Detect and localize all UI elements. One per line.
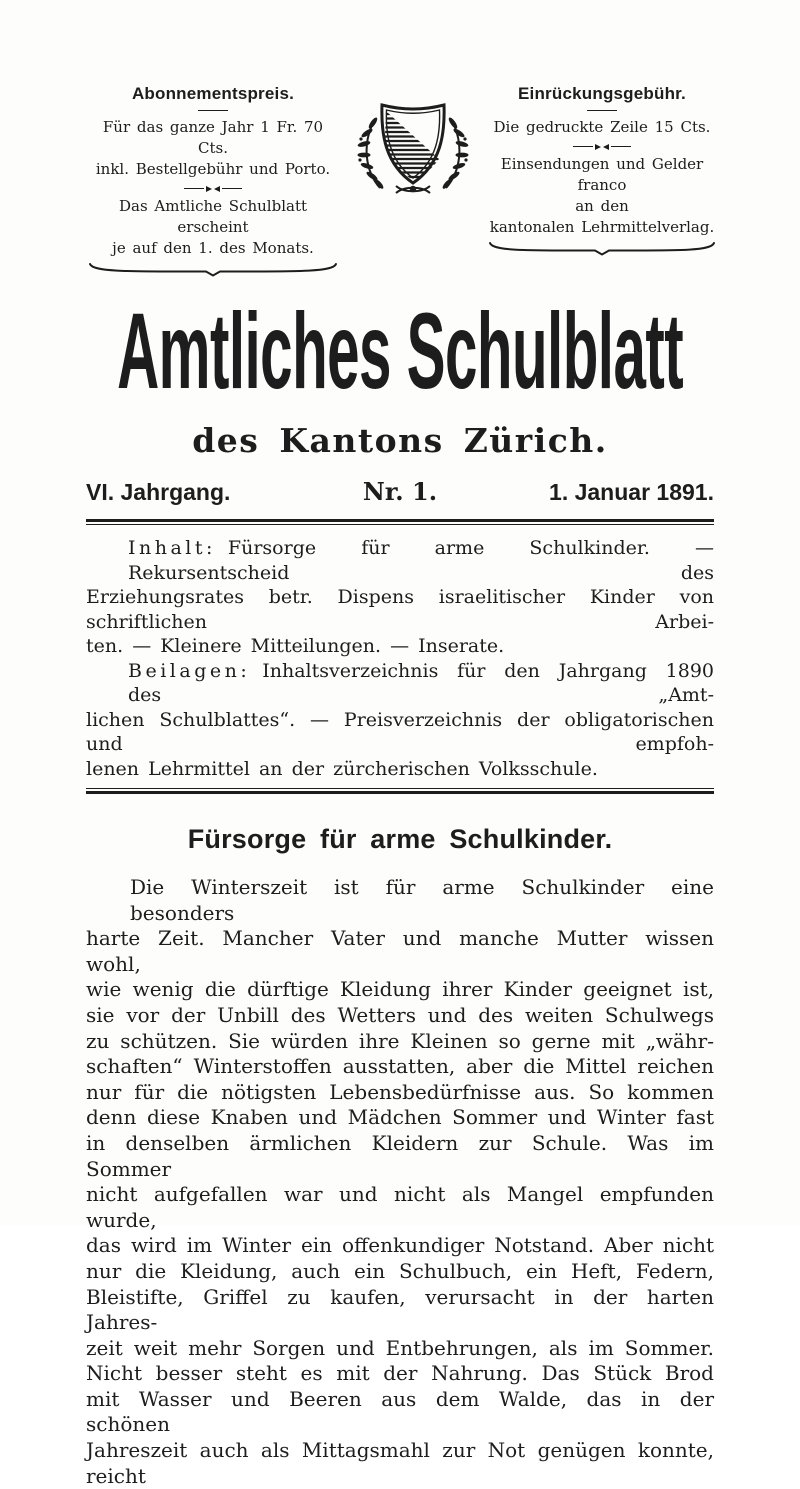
article-line: zeit weit mehr Sorgen und Entbehrungen, als im Sommer. xyxy=(86,1335,714,1360)
masthead xyxy=(0,0,800,281)
double-rule-bottom xyxy=(86,788,714,794)
insertion-fee-heading: Einrückungsgebühr. xyxy=(518,84,686,103)
zurich-coat-of-arms-emblem-icon xyxy=(352,84,474,206)
double-rule-top xyxy=(86,519,714,525)
underbrace-ornament-icon xyxy=(486,241,718,260)
insertion-fee-line: Die gedruckte Zeile 15 Cts. xyxy=(493,118,711,136)
subscription-price-line: Für das ganze Jahr 1 Fr. 70 Cts. xyxy=(102,118,324,157)
subscription-price-line: inkl. Bestellgebühr und Porto. xyxy=(95,160,331,178)
supplements-line: lenen Lehrmittel an der zürcherischen Volksschule. xyxy=(86,757,598,780)
article-line: nur für die nötigsten Lebensbedürfnisse aus. So kommen xyxy=(86,1079,714,1104)
contents-line xyxy=(86,536,714,585)
article-line: denn diese Knaben und Mädchen Sommer und Winter fast xyxy=(86,1105,714,1130)
supplements-line: lichen Schulblattes“. — Preisverzeichnis der obligatorischen und empfoh- xyxy=(86,708,714,755)
article-line: in denselben ärmlichen Kleidern zur Schule. Was im Sommer xyxy=(86,1130,714,1181)
article-line: zu schützen. Sie würden ihre Kleinen so gerne mit „währ- xyxy=(86,1028,714,1053)
page-title: Amtliches Schulblatt xyxy=(116,290,684,411)
article-line: schaften“ Winterstoffen ausstatten, aber die Mittel reichen xyxy=(86,1054,714,1079)
contents-line: ten. — Kleinere Mitteilungen. — Inserate. xyxy=(86,635,505,657)
article-line: mit Wasser und Beeren aus dem Walde, das in der schönen xyxy=(86,1386,714,1437)
contents-line: Erziehungsrates betr. Dispens israelitischer Kinder von schriftlichen Arbei- xyxy=(86,586,714,633)
supplements-label: Beilagen: xyxy=(128,659,251,682)
issue-date: 1. Januar 1891. xyxy=(549,479,714,505)
article-line: Die Winterszeit ist für arme Schulkinder eine besonders xyxy=(130,875,714,925)
article-line: sie vor der Unbill des Wetters und des weiten Schulwegs xyxy=(86,1002,714,1027)
submissions-line: an den xyxy=(575,197,629,215)
supplements-text: Inhaltsverzeichnis für den Jahrgang 1890 des „Amt- xyxy=(128,659,714,706)
small-divider-rule xyxy=(587,110,617,111)
subscription-price-block xyxy=(86,84,340,281)
page-subtitle: des Kantons Zürich. xyxy=(192,421,608,460)
inward-arrows-ornament-icon xyxy=(486,142,718,151)
contents-text: Fürsorge für arme Schulkinder. — Rekursentscheid des xyxy=(128,537,714,584)
article-heading: Fürsorge für arme Schulkinder. xyxy=(187,824,613,854)
article-line: harte Zeit. Mancher Vater und manche Mutter wissen wohl, xyxy=(86,926,714,976)
article-line: wie wenig die dürftige Kleidung ihrer Kinder geeignet ist, xyxy=(86,977,714,1002)
volume-label: VI. Jahrgang. xyxy=(86,479,231,505)
subscription-price-heading: Abonnementspreis. xyxy=(131,84,295,103)
inward-arrows-ornament-icon xyxy=(86,184,340,193)
masthead-title-wrap xyxy=(0,290,800,411)
article-line: das wird im Winter ein offenkundiger Notstand. Aber nicht xyxy=(86,1233,714,1258)
contents-label: Inhalt: xyxy=(128,537,216,559)
article-line: nicht aufgefallen war und nicht als Mangel empfunden wurde, xyxy=(86,1182,714,1232)
small-divider-rule xyxy=(198,110,228,111)
issue-number: Nr. 1. xyxy=(362,477,438,506)
submissions-line: kantonalen Lehrmittelverlag. xyxy=(489,218,715,236)
publication-schedule-line: je auf den 1. des Monats. xyxy=(112,239,314,257)
article-line: Jahreszeit auch als Mittagsmahl zur Not genügen konnte, reicht xyxy=(86,1438,714,1488)
article-line: Nicht besser steht es mit der Nahrung. Das Stück Brod xyxy=(86,1361,714,1386)
insertion-fee-block xyxy=(486,84,718,260)
submissions-line: Einsendungen und Gelder franco xyxy=(500,155,704,194)
supplements-line xyxy=(86,659,714,708)
contents-block xyxy=(86,536,714,781)
article-line: nur die Kleidung, auch ein Schulbuch, ein Heft, Federn, xyxy=(86,1258,714,1283)
article-line: Bleistifte, Griffel zu kaufen, verursacht in der harten Jahres- xyxy=(86,1284,714,1335)
issue-info-row xyxy=(0,477,800,506)
publication-schedule-line: Das Amtliche Schulblatt erscheint xyxy=(118,197,307,236)
article-body xyxy=(86,875,714,1489)
underbrace-ornament-icon xyxy=(86,262,340,281)
